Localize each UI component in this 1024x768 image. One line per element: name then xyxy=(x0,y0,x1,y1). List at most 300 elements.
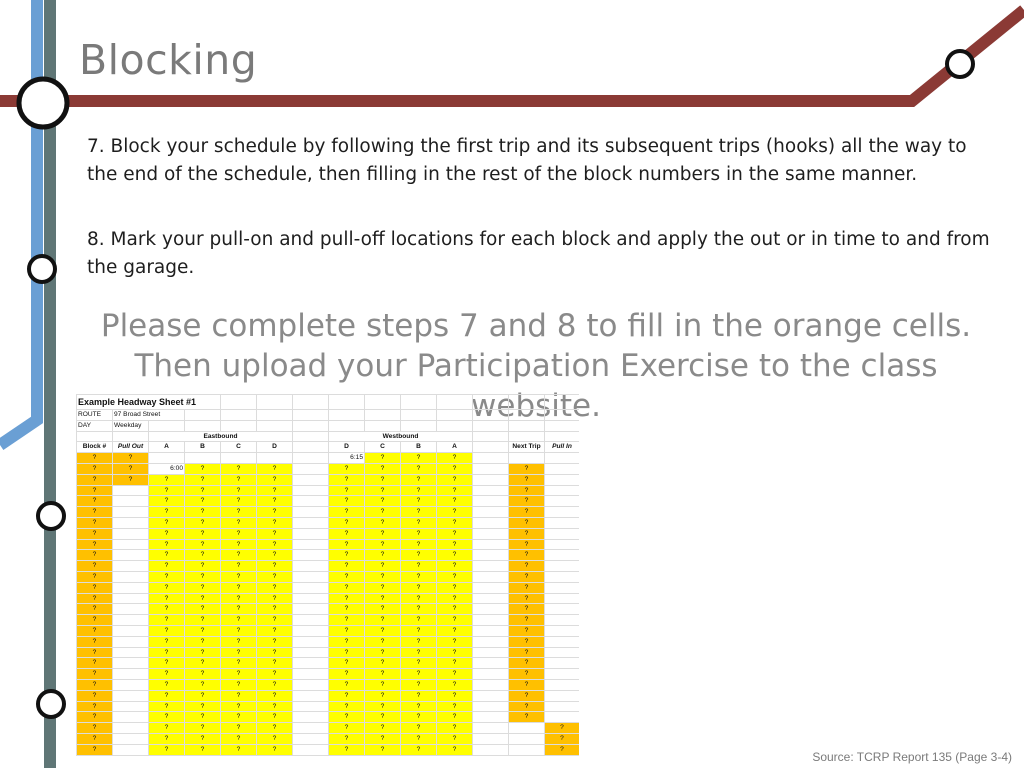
table-row xyxy=(77,744,580,755)
table-row xyxy=(77,571,580,582)
sheet-cell: ? xyxy=(329,463,365,474)
sheet-cell xyxy=(257,453,293,464)
sheet-title: Example Headway Sheet #1 xyxy=(77,395,221,410)
station-circle xyxy=(29,256,55,282)
sheet-cell: ? xyxy=(221,690,257,701)
sheet-cell xyxy=(545,539,580,550)
sheet-cell: ? xyxy=(437,647,473,658)
sheet-cell: ? xyxy=(77,679,113,690)
sheet-cell: ? xyxy=(329,647,365,658)
sheet-cell: ? xyxy=(329,528,365,539)
column-header: D xyxy=(257,442,293,453)
sheet-cell: ? xyxy=(329,723,365,734)
sheet-cell xyxy=(293,669,329,680)
sheet-cell: ? xyxy=(113,463,149,474)
sheet-cell: ? xyxy=(437,550,473,561)
sheet-cell xyxy=(113,744,149,755)
station-circle xyxy=(19,79,67,127)
step-8-text: 8. Mark your pull-on and pull-off locations for each block and apply the out or in time to and from the garage. xyxy=(87,229,990,278)
sheet-cell: ? xyxy=(509,625,545,636)
sheet-cell: ? xyxy=(77,744,113,755)
sheet-cell: ? xyxy=(437,690,473,701)
sheet-cell: ? xyxy=(185,539,221,550)
sheet-cell: ? xyxy=(509,474,545,485)
sheet-cell: ? xyxy=(149,636,185,647)
sheet-cell: ? xyxy=(185,593,221,604)
sheet-cell: ? xyxy=(113,474,149,485)
sheet-cell: ? xyxy=(77,550,113,561)
sheet-cell: ? xyxy=(437,712,473,723)
sheet-cell: ? xyxy=(149,712,185,723)
table-row xyxy=(77,517,580,528)
sheet-cell: ? xyxy=(509,571,545,582)
sheet-cell: ? xyxy=(437,615,473,626)
sheet-cell: ? xyxy=(437,485,473,496)
sheet-cell: ? xyxy=(437,701,473,712)
sheet-cell: ? xyxy=(401,669,437,680)
sheet-cell: ? xyxy=(329,561,365,572)
column-header: A xyxy=(437,442,473,453)
sheet-cell: ? xyxy=(365,517,401,528)
sheet-cell xyxy=(113,593,149,604)
sheet-cell: ? xyxy=(185,571,221,582)
sheet-cell: ? xyxy=(149,669,185,680)
sheet-cell xyxy=(473,561,509,572)
sheet-cell xyxy=(293,723,329,734)
sheet-cell: ? xyxy=(329,571,365,582)
sheet-cell: ? xyxy=(329,679,365,690)
sheet-cell: ? xyxy=(185,679,221,690)
sheet-cell xyxy=(113,539,149,550)
table-row xyxy=(77,485,580,496)
sheet-cell: ? xyxy=(509,701,545,712)
sheet-cell: ? xyxy=(77,604,113,615)
sheet-cell: ? xyxy=(401,571,437,582)
sheet-cell: ? xyxy=(77,647,113,658)
sheet-cell: ? xyxy=(149,625,185,636)
sheet-cell: ? xyxy=(257,582,293,593)
sheet-cell: ? xyxy=(185,658,221,669)
sheet-cell: ? xyxy=(401,517,437,528)
sheet-cell: ? xyxy=(257,701,293,712)
sheet-cell xyxy=(293,463,329,474)
sheet-cell xyxy=(293,496,329,507)
sheet-cell: ? xyxy=(401,463,437,474)
sheet-cell xyxy=(545,701,580,712)
sheet-cell: ? xyxy=(257,669,293,680)
sheet-cell: ? xyxy=(365,658,401,669)
westbound-header: Westbound xyxy=(329,431,473,442)
sheet-cell: ? xyxy=(221,701,257,712)
table-row xyxy=(77,701,580,712)
sheet-cell: ? xyxy=(77,625,113,636)
sheet-cell: ? xyxy=(329,593,365,604)
sheet-cell: ? xyxy=(509,593,545,604)
sheet-cell: ? xyxy=(257,528,293,539)
sheet-cell xyxy=(473,539,509,550)
sheet-cell xyxy=(509,723,545,734)
sheet-cell: ? xyxy=(185,582,221,593)
sheet-cell xyxy=(545,561,580,572)
sheet-cell: ? xyxy=(221,625,257,636)
sheet-cell xyxy=(113,496,149,507)
sheet-cell xyxy=(545,550,580,561)
sheet-cell: ? xyxy=(185,550,221,561)
sheet-cell: ? xyxy=(509,485,545,496)
blue-line xyxy=(0,0,37,445)
sheet-cell xyxy=(113,712,149,723)
sheet-cell: ? xyxy=(365,744,401,755)
sheet-cell: ? xyxy=(257,496,293,507)
slide-title: Blocking xyxy=(79,36,258,84)
sheet-cell xyxy=(113,507,149,518)
sheet-cell: ? xyxy=(221,744,257,755)
sheet-cell: ? xyxy=(221,582,257,593)
sheet-cell xyxy=(545,528,580,539)
sheet-cell: ? xyxy=(257,550,293,561)
sheet-cell xyxy=(293,474,329,485)
sheet-cell: ? xyxy=(401,604,437,615)
sheet-cell xyxy=(113,615,149,626)
station-circle xyxy=(38,691,64,717)
sheet-cell: ? xyxy=(401,712,437,723)
sheet-cell xyxy=(509,453,545,464)
sheet-cell xyxy=(113,647,149,658)
sheet-cell: ? xyxy=(365,733,401,744)
sheet-cell xyxy=(113,636,149,647)
column-header: Block # xyxy=(77,442,113,453)
sheet-cell: ? xyxy=(509,712,545,723)
sheet-cell: ? xyxy=(401,625,437,636)
sheet-cell: ? xyxy=(77,582,113,593)
sheet-cell: ? xyxy=(257,571,293,582)
sheet-cell: ? xyxy=(221,712,257,723)
sheet-cell: ? xyxy=(221,658,257,669)
table-row xyxy=(77,679,580,690)
sheet-cell: ? xyxy=(257,539,293,550)
sheet-cell: ? xyxy=(185,723,221,734)
sheet-cell: ? xyxy=(149,593,185,604)
sheet-cell: ? xyxy=(221,485,257,496)
sheet-cell: ? xyxy=(509,658,545,669)
column-header xyxy=(293,442,329,453)
table-row xyxy=(77,453,580,464)
table-row xyxy=(77,463,580,474)
sheet-cell: ? xyxy=(257,647,293,658)
sheet-cell xyxy=(293,625,329,636)
sheet-cell xyxy=(545,463,580,474)
sheet-cell: ? xyxy=(329,582,365,593)
sheet-cell: ? xyxy=(437,733,473,744)
sheet-cell: ? xyxy=(149,517,185,528)
sheet-cell xyxy=(293,615,329,626)
sheet-cell: ? xyxy=(257,485,293,496)
sheet-cell xyxy=(113,690,149,701)
sheet-cell: ? xyxy=(365,604,401,615)
sheet-cell: ? xyxy=(509,636,545,647)
sheet-cell: ? xyxy=(509,463,545,474)
sheet-cell: ? xyxy=(365,474,401,485)
table-row xyxy=(77,561,580,572)
sheet-cell xyxy=(293,690,329,701)
sheet-cell: ? xyxy=(509,582,545,593)
sheet-cell: ? xyxy=(77,615,113,626)
sheet-cell: ? xyxy=(149,528,185,539)
sheet-cell: ? xyxy=(257,636,293,647)
sheet-cell: ? xyxy=(185,604,221,615)
sheet-cell: ? xyxy=(329,615,365,626)
sheet-cell: ? xyxy=(401,561,437,572)
sheet-cell: ? xyxy=(365,539,401,550)
sheet-cell: ? xyxy=(257,658,293,669)
sheet-cell: ? xyxy=(329,733,365,744)
sheet-cell: ? xyxy=(401,723,437,734)
table-row xyxy=(77,550,580,561)
sheet-cell xyxy=(545,485,580,496)
sheet-cell: ? xyxy=(77,669,113,680)
sheet-cell xyxy=(293,550,329,561)
sheet-cell: ? xyxy=(221,669,257,680)
sheet-cell: ? xyxy=(257,744,293,755)
sheet-cell: ? xyxy=(221,647,257,658)
sheet-cell: ? xyxy=(365,647,401,658)
table-row xyxy=(77,582,580,593)
sheet-cell: ? xyxy=(401,647,437,658)
sheet-cell: ? xyxy=(149,507,185,518)
sheet-cell xyxy=(113,733,149,744)
sheet-cell: ? xyxy=(329,701,365,712)
sheet-cell: ? xyxy=(185,647,221,658)
column-header: B xyxy=(185,442,221,453)
sheet-cell xyxy=(473,712,509,723)
sheet-cell: ? xyxy=(149,474,185,485)
sheet-cell: 6:15 xyxy=(329,453,365,464)
source-citation: Source: TCRP Report 135 (Page 3-4) xyxy=(812,750,1012,764)
sheet-cell: ? xyxy=(77,658,113,669)
sheet-cell: ? xyxy=(257,723,293,734)
sheet-cell: ? xyxy=(257,679,293,690)
sheet-cell: ? xyxy=(77,485,113,496)
sheet-cell: ? xyxy=(365,615,401,626)
sheet-cell: ? xyxy=(401,496,437,507)
sheet-cell xyxy=(473,701,509,712)
sheet-cell xyxy=(473,658,509,669)
sheet-cell xyxy=(473,550,509,561)
sheet-cell: ? xyxy=(329,625,365,636)
sheet-cell: ? xyxy=(509,528,545,539)
sheet-cell: ? xyxy=(77,593,113,604)
sheet-cell: ? xyxy=(221,733,257,744)
sheet-cell: ? xyxy=(257,615,293,626)
sheet-cell xyxy=(113,723,149,734)
sheet-cell: ? xyxy=(149,571,185,582)
sheet-cell: ? xyxy=(437,593,473,604)
sheet-cell: ? xyxy=(365,636,401,647)
sheet-cell: ? xyxy=(149,744,185,755)
sheet-cell xyxy=(473,669,509,680)
sheet-cell: ? xyxy=(509,679,545,690)
sheet-cell: ? xyxy=(185,690,221,701)
table-row xyxy=(77,658,580,669)
sheet-cell: ? xyxy=(401,636,437,647)
sheet-cell xyxy=(545,604,580,615)
sheet-cell: ? xyxy=(149,647,185,658)
table-row xyxy=(77,615,580,626)
table-row xyxy=(77,507,580,518)
sheet-cell: ? xyxy=(149,582,185,593)
sheet-cell: ? xyxy=(329,517,365,528)
sheet-cell xyxy=(473,604,509,615)
sheet-cell xyxy=(113,604,149,615)
sheet-cell xyxy=(545,453,580,464)
sheet-cell xyxy=(113,528,149,539)
sheet-cell: ? xyxy=(185,517,221,528)
sheet-cell: ? xyxy=(185,485,221,496)
sheet-cell: ? xyxy=(437,679,473,690)
sheet-cell xyxy=(473,615,509,626)
sheet-cell xyxy=(293,701,329,712)
table-row xyxy=(77,604,580,615)
sheet-cell: ? xyxy=(365,701,401,712)
sheet-cell: ? xyxy=(365,712,401,723)
sheet-cell: ? xyxy=(437,463,473,474)
sheet-cell: ? xyxy=(221,550,257,561)
sheet-cell xyxy=(293,517,329,528)
sheet-cell: ? xyxy=(329,474,365,485)
route-value: 97 Broad Street xyxy=(113,410,185,421)
sheet-cell xyxy=(113,701,149,712)
sheet-cell: ? xyxy=(77,453,113,464)
sheet-cell: ? xyxy=(149,615,185,626)
sheet-cell: ? xyxy=(437,723,473,734)
sheet-cell: ? xyxy=(221,615,257,626)
sheet-cell xyxy=(293,744,329,755)
sheet-cell xyxy=(545,647,580,658)
sheet-cell: ? xyxy=(329,539,365,550)
sheet-cell: ? xyxy=(509,507,545,518)
sheet-cell: ? xyxy=(509,517,545,528)
table-row xyxy=(77,528,580,539)
sheet-cell: ? xyxy=(149,723,185,734)
sheet-cell: ? xyxy=(221,539,257,550)
sheet-cell: ? xyxy=(149,604,185,615)
sheet-cell: ? xyxy=(257,517,293,528)
sheet-cell: ? xyxy=(221,474,257,485)
sheet-cell xyxy=(113,571,149,582)
sheet-cell: ? xyxy=(401,690,437,701)
sheet-cell: ? xyxy=(329,744,365,755)
sheet-cell: ? xyxy=(149,690,185,701)
sheet-cell xyxy=(545,593,580,604)
instruction-note: Please complete steps 7 and 8 to fill in the orange cells. Then upload your Participation Exercise to the class website. xyxy=(100,308,972,424)
sheet-cell xyxy=(293,593,329,604)
sheet-cell: ? xyxy=(77,507,113,518)
sheet-cell: ? xyxy=(221,528,257,539)
sheet-cell xyxy=(545,615,580,626)
sheet-cell: ? xyxy=(401,474,437,485)
sheet-cell: ? xyxy=(437,571,473,582)
sheet-cell: ? xyxy=(329,712,365,723)
column-header: B xyxy=(401,442,437,453)
sheet-cell xyxy=(473,485,509,496)
sheet-cell xyxy=(473,571,509,582)
sheet-cell xyxy=(293,733,329,744)
eastbound-header: Eastbound xyxy=(149,431,293,442)
sheet-cell: ? xyxy=(185,496,221,507)
route-label: ROUTE xyxy=(77,410,113,421)
sheet-cell xyxy=(221,453,257,464)
sheet-cell: ? xyxy=(365,550,401,561)
sheet-cell: ? xyxy=(149,550,185,561)
sheet-cell: ? xyxy=(77,723,113,734)
sheet-cell xyxy=(113,517,149,528)
sheet-cell: ? xyxy=(185,463,221,474)
sheet-cell: ? xyxy=(509,647,545,658)
sheet-cell xyxy=(293,604,329,615)
table-row xyxy=(77,733,580,744)
sheet-cell: ? xyxy=(113,453,149,464)
sheet-cell xyxy=(545,658,580,669)
table-row xyxy=(77,712,580,723)
sheet-cell xyxy=(473,453,509,464)
sheet-cell: ? xyxy=(437,744,473,755)
sheet-cell: ? xyxy=(221,636,257,647)
day-value: Weekday xyxy=(113,420,149,431)
sheet-cell: 6:00 xyxy=(149,463,185,474)
sheet-cell: ? xyxy=(149,561,185,572)
sheet-cell: ? xyxy=(185,561,221,572)
sheet-cell: ? xyxy=(401,658,437,669)
station-circle xyxy=(947,51,973,77)
sheet-cell: ? xyxy=(545,723,580,734)
sheet-cell: ? xyxy=(329,507,365,518)
sheet-cell: ? xyxy=(329,658,365,669)
sheet-cell: ? xyxy=(509,604,545,615)
sheet-cell: ? xyxy=(185,733,221,744)
sheet-cell: ? xyxy=(257,690,293,701)
sheet-cell: ? xyxy=(77,636,113,647)
sheet-cell xyxy=(545,636,580,647)
sheet-cell xyxy=(545,496,580,507)
sheet-cell: ? xyxy=(257,593,293,604)
sheet-cell xyxy=(293,539,329,550)
sheet-cell: ? xyxy=(329,636,365,647)
sheet-cell xyxy=(293,582,329,593)
sheet-cell: ? xyxy=(221,593,257,604)
sheet-cell xyxy=(293,453,329,464)
sheet-cell: ? xyxy=(185,625,221,636)
sheet-cell: ? xyxy=(365,453,401,464)
sheet-cell: ? xyxy=(221,561,257,572)
sheet-cell: ? xyxy=(329,690,365,701)
sheet-cell: ? xyxy=(149,485,185,496)
sheet-cell xyxy=(545,679,580,690)
sheet-cell xyxy=(113,669,149,680)
sheet-cell xyxy=(545,625,580,636)
sheet-cell: ? xyxy=(77,561,113,572)
sheet-cell: ? xyxy=(185,701,221,712)
sheet-cell: ? xyxy=(257,625,293,636)
column-header xyxy=(473,442,509,453)
sheet-cell: ? xyxy=(365,582,401,593)
column-header: Next Trip xyxy=(509,442,545,453)
sheet-cell: ? xyxy=(329,496,365,507)
sheet-cell: ? xyxy=(221,517,257,528)
sheet-cell: ? xyxy=(77,571,113,582)
table-row xyxy=(77,625,580,636)
sheet-cell: ? xyxy=(365,496,401,507)
sheet-cell: ? xyxy=(185,528,221,539)
